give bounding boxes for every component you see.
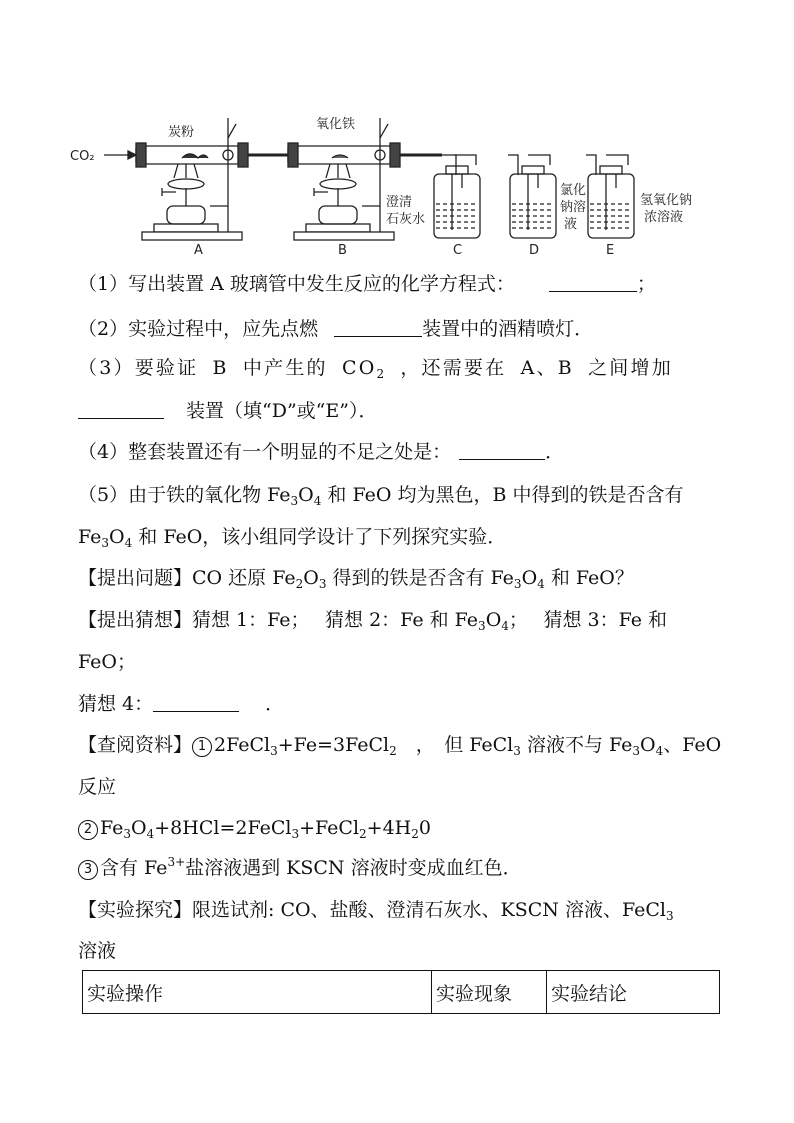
answer-blank-guess-4[interactable] [153, 693, 239, 712]
answer-blank-3[interactable] [78, 400, 164, 419]
bottle-c-label-2: 石灰水 [386, 212, 426, 227]
info-line-4: 3 含有 $Fe^{3+}$盐溶液遇到 KSCN 溶液时变成血红色． [78, 856, 728, 880]
bottle-e-label-1: 氢氧化钠 [640, 193, 693, 208]
letter-b: B [338, 243, 347, 258]
answer-blank-2[interactable] [334, 318, 422, 337]
bottle-d [508, 155, 556, 238]
apparatus-a [136, 118, 288, 240]
question-1: （1）写出装置 A 玻璃管中发生反应的化学方程式： ； [78, 273, 656, 295]
letter-e: E [606, 243, 615, 258]
bottle-d-label-2: 钠溶 [560, 200, 587, 215]
guess-line-2: FeO； [78, 651, 136, 673]
bottle-e [586, 155, 634, 238]
info-line-2: 反应 [78, 776, 117, 798]
bottle-c [434, 155, 480, 238]
letter-c: C [453, 243, 463, 258]
letter-d: D [529, 243, 540, 258]
question-3-line-1: （3）要验证 B 中产生的 $CO_2$ ，还需要在 A、B 之间增加 [78, 357, 673, 381]
header-operation: 实验操作 [83, 971, 432, 1014]
question-5-line-1: （5）由于铁的氧化物 $Fe_3O_4$ 和 FeO 均为黑色，B 中得到的铁是否含有 [78, 484, 684, 508]
experiment-table [82, 970, 720, 1014]
table-header-row [83, 971, 720, 1014]
apparatus-figure [70, 108, 730, 260]
bottle-c-label-1: 澄清 [386, 195, 413, 210]
question-5-line-2: $Fe_3O_4$ 和 FeO，该小组同学设计了下列探究实验． [78, 526, 507, 550]
header-conclusion: 实验结论 [547, 971, 720, 1014]
question-3-line-2: 装置（填“D”或“E”）． [78, 399, 728, 423]
bottle-d-label-3: 液 [564, 217, 578, 232]
question-4: （4）整套装置还有一个明显的不足之处是： ． [78, 441, 565, 463]
answer-blank-1[interactable] [549, 273, 637, 292]
header-phenomenon: 实验现象 [432, 971, 547, 1014]
info-line-3: 2 $Fe_3O_4+8HCl=2FeCl_3+FeCl_2+4H_20$ [78, 816, 728, 840]
carbon-label: 炭粉 [168, 125, 195, 140]
arrow-head-icon [128, 151, 136, 159]
co2-label: CO₂ [70, 149, 95, 164]
explore-line-2: 溶液 [78, 940, 117, 962]
explore-line-1: 【实验探究】限选试剂: CO、盐酸、澄清石灰水、KSCN 溶液、FeCl$_3$ [78, 899, 674, 923]
letter-a: A [194, 243, 203, 258]
bottle-e-label-2: 浓溶液 [644, 210, 684, 225]
guess-line-3: 猜想 4： ． [78, 693, 285, 715]
info-line-1: 【查阅资料】 1 2FeCl$_3$+Fe=3FeCl$_2$ ， 但 FeCl$_3$ 溶液不与 $Fe_3O_4$、FeO [78, 734, 722, 758]
iron-oxide-label: 氧化铁 [316, 117, 356, 132]
problem-statement: 【提出问题】CO 还原 $Fe_2O_3$ 得到的铁是否含有 $Fe_3O_4$ 和 FeO？ [78, 567, 634, 591]
answer-blank-4[interactable] [459, 441, 545, 460]
bottle-d-label-1: 氯化 [560, 183, 587, 198]
guess-line-1: 【提出猜想】猜想 1：Fe； 猜想 2：Fe 和 $Fe_3O_4$； 猜想 3：Fe 和 [78, 609, 668, 633]
question-2: （2）实验过程中，应先点燃 装置中的酒精喷灯． [78, 318, 594, 340]
